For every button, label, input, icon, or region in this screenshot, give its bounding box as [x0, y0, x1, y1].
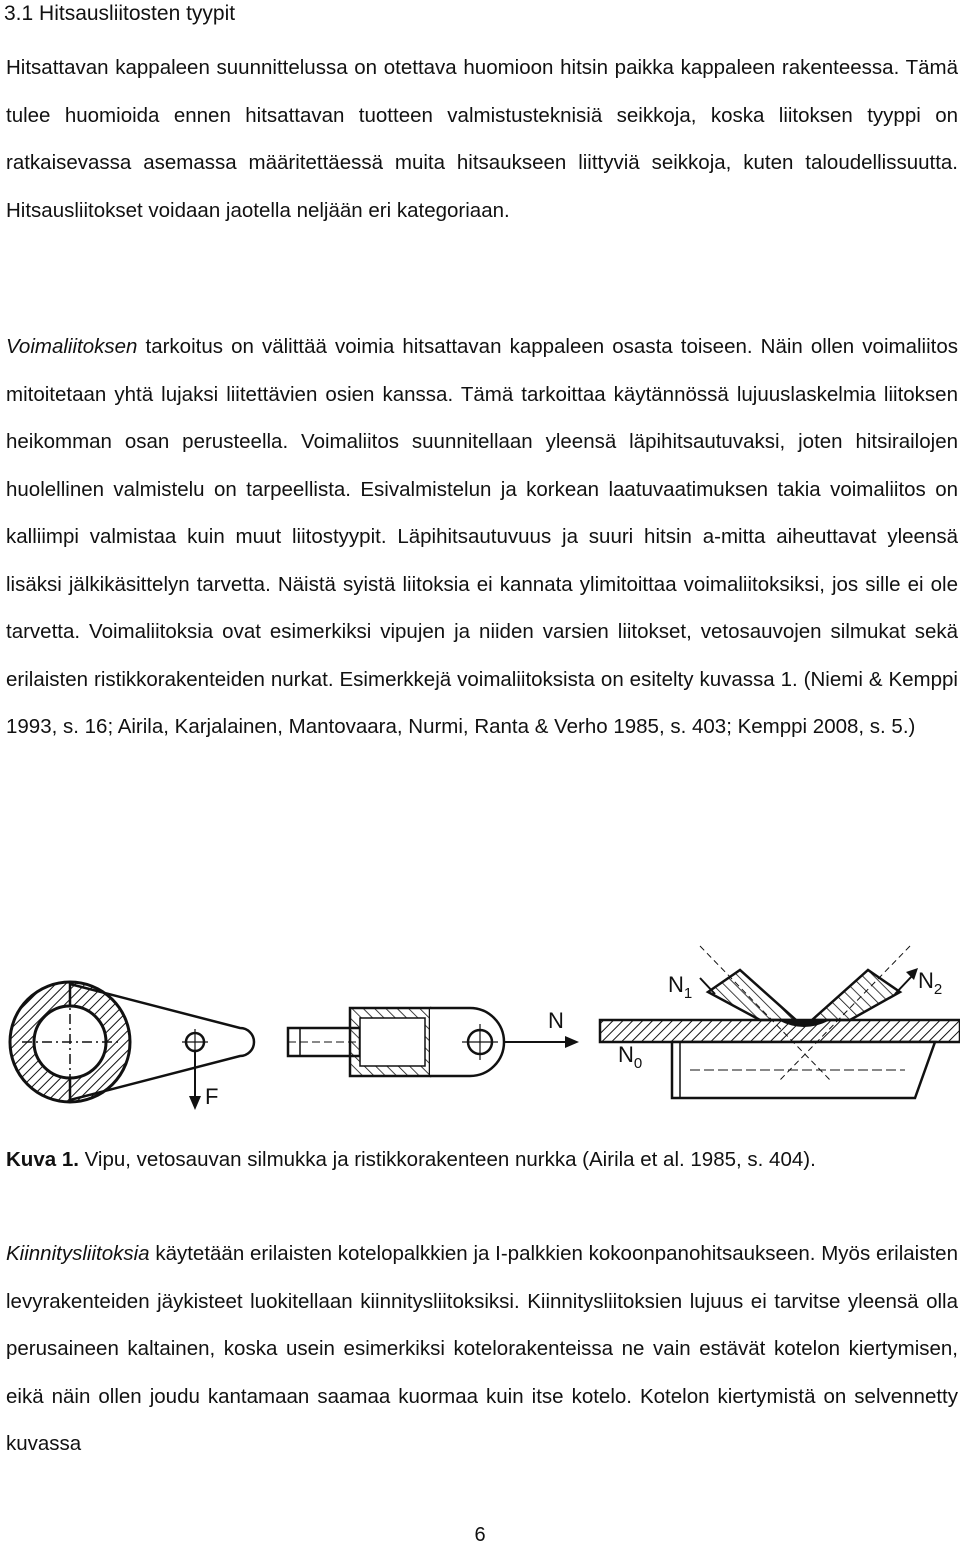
truss-corner-drawing: [600, 946, 960, 1098]
paragraph-kiinnitysliitos: [6, 1230, 958, 1468]
section-heading: 3.1 Hitsausliitosten tyypit: [4, 2, 236, 25]
lever-drawing: [10, 982, 254, 1110]
tension-rod-eye-drawing: [288, 1008, 579, 1076]
force-f-label: F: [205, 1084, 219, 1109]
caption-label: Kuva 1.: [6, 1148, 79, 1171]
figure-weld-joints: [0, 940, 960, 1140]
paragraph-intro: Hitsattavan kappaleen suunnittelussa on otettava huomioon hitsin paikka kappaleen rakenteessa. Tämä tulee huomioida ennen hitsattavan tuotteen valmistusteknisiä seikkoja, koska liitoksen tyyppi on ratkaisevassa asemassa määritettäessä muita hitsaukseen liittyviä seikkoja, kuten taloudellissuutta. Hitsausliitokset voidaan jaotella neljään eri kategoriaan.: [6, 56, 958, 222]
force-n0-label: $N_0$: [618, 1042, 643, 1072]
paragraph-kiinnitysliitos-text: käytetään erilaisten kotelopalkkien ja I-palkkien kokoonpanohitsaukseen. Myös erilaisten levyrakenteiden jäykisteet luokitellaan kiinnitysliitoksiksi. Kiinnitysliitoksien lujuus ei tarvitse yleensä olla perusaineen kaltainen, koska usein esimerkiksi kotelorakenteissa ne vain estävät kotelon kiertymisen, eikä näin ollen joudu kantamaan saamaa kuormaa kuin itse kotelo. Kotelon kiertymistä on selvennetty kuvassa: [6, 1242, 958, 1455]
force-n1-label: $N_1$: [668, 972, 693, 1002]
figure-caption: [6, 1138, 816, 1182]
force-n-label: N: [548, 1008, 564, 1033]
paragraph-voimaliitos: [6, 323, 958, 751]
page-number: 6: [474, 1524, 486, 1546]
force-n2-label: $N_2$: [918, 968, 943, 998]
paragraph-voimaliitos-text: tarkoitus on välittää voimia hitsattavan kappaleen osasta toiseen. Näin ollen voimaliitos mitoitetaan yhtä lujaksi liitettävien osien kanssa. Tämä tarkoittaa käytännössä lujuuslaskelmia liitoksen heikomman osan perusteella. Voimaliitos suunnitellaan yleensä läpihitsautuvaksi, joten hitsirailojen huolellinen valmistelu on tarpeellista. Esivalmistelun ja korkean laatuvaatimuksen takia voimaliitos on kalliimpi valmistaa kuin muut liitostyypit. Läpihitsautuvuus ja suuri hitsin a-mitta aiheuttavat yleensä lisäksi jälkikäsittelyn tarvetta. Näistä syistä liitoksia ei kannata ylimitoittaa voimaliitoksiksi, jos sille ei ole tarvetta. Voimaliitoksia ovat esimerkiksi vipujen ja niiden varsien liitokset, vetosauvojen silmukat sekä erilaisten ristikkorakenteiden nurkat. Esimerkkejä voimaliitoksista on esitelty kuvassa 1. (Niemi & Kemppi 1993, s. 16; Airila, Karjalainen, Mantovaara, Nurmi, Ranta & Verho 1985, s. 403; Kemppi 2008, s. 5.): [6, 335, 958, 738]
figure-drawing: [0, 940, 960, 1140]
term-voimaliitoksen: Voimaliitoksen: [6, 335, 138, 358]
term-kiinnitysliitoksia: Kiinnitysliitoksia: [6, 1242, 150, 1265]
caption-text: Vipu, vetosauvan silmukka ja ristikkorakenteen nurkka (Airila et al. 1985, s. 404).: [78, 1148, 816, 1171]
